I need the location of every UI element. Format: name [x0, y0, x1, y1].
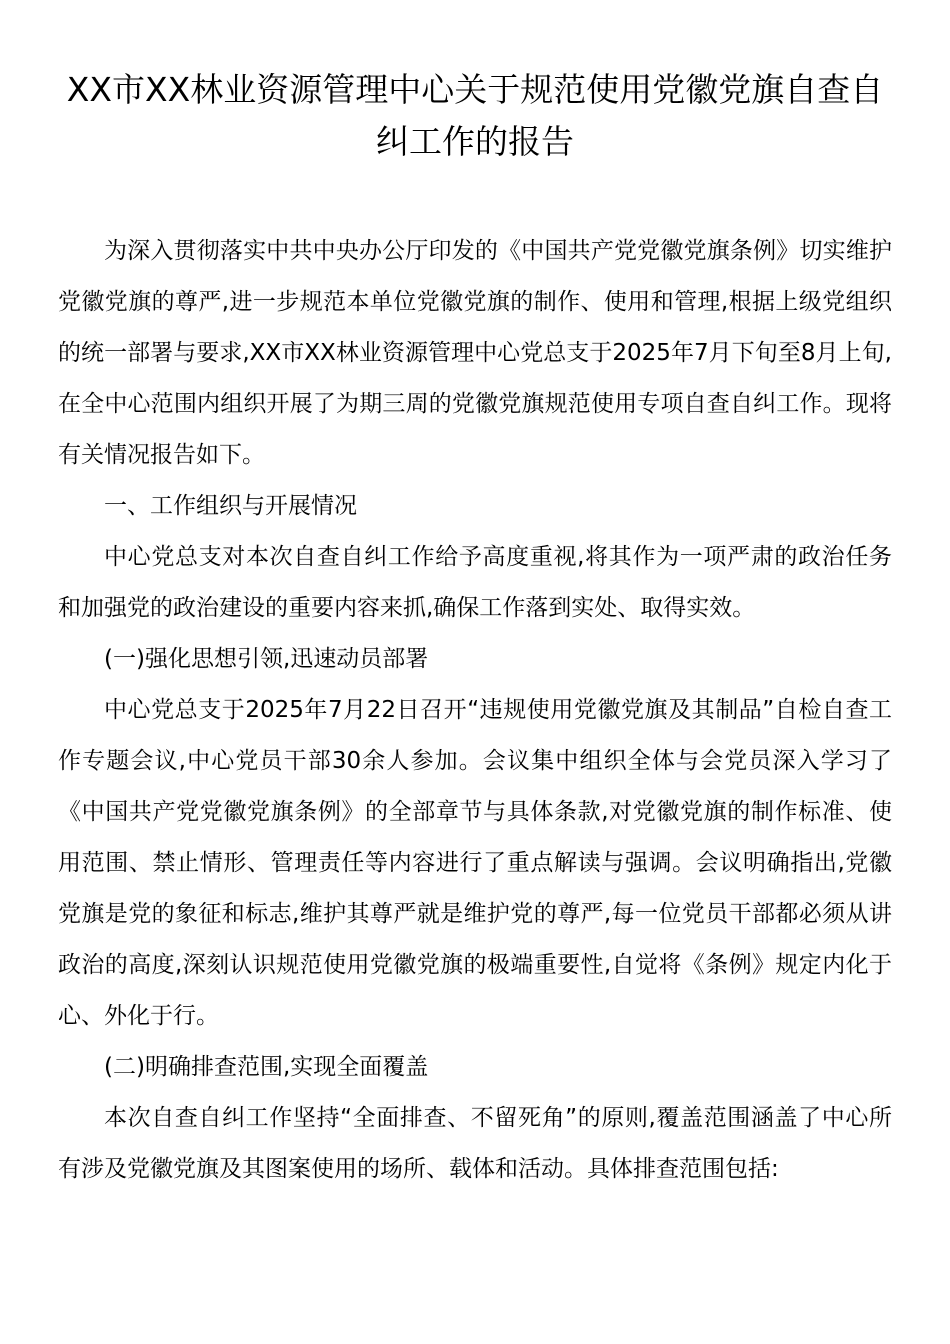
- subsection-1-paragraph: 中心党总支于2025年7月22日召开“违规使用党徽党旗及其制品”自检自查工作专题会议,中心党员干部30余人参加。会议集中组织全体与会党员深入学习了《中国共产党党徽党旗条例》的全部章节与具体条款,对党徽党旗的制作标准、使用范围、禁止情形、管理责任等内容进行了重点解读与强调。会议明确指出,党徽党旗是党的象征和标志,维护其尊严就是维护党的尊严,每一位党员干部都必须从讲政治的高度,深刻认识规范使用党徽党旗的极端重要性,自觉将《条例》规定内化于心、外化于行。: [58, 697, 892, 1029]
- subsection-heading-1: (一)强化思想引领,迅速动员部署: [104, 646, 429, 672]
- subsection-2-paragraph: 本次自查自纠工作坚持“全面排查、不留死角”的原则,覆盖范围涵盖了中心所有涉及党徽党旗及其图案使用的场所、载体和活动。具体排查范围包括:: [58, 1105, 892, 1182]
- document-title: XX市XX林业资源管理中心关于规范使用党徽党旗自查自纠工作的报告: [66, 70, 884, 161]
- intro-paragraph: 为深入贯彻落实中共中央办公厅印发的《中国共产党党徽党旗条例》切实维护党徽党旗的尊严,进一步规范本单位党徽党旗的制作、使用和管理,根据上级党组织的统一部署与要求,XX市XX林业资源管理中心党总支于2025年7月下旬至8月上旬,在全中心范围内组织开展了为期三周的党徽党旗规范使用专项自查自纠工作。现将有关情况报告如下。: [58, 238, 892, 468]
- document-page: [58, 64, 892, 1195]
- section-heading-1: 一、工作组织与开展情况: [104, 493, 357, 519]
- subsection-heading-2: (二)明确排查范围,实现全面覆盖: [104, 1054, 429, 1080]
- document-body: [58, 226, 892, 1195]
- section-1-paragraph: 中心党总支对本次自查自纠工作给予高度重视,将其作为一项严肃的政治任务和加强党的政治建设的重要内容来抓,确保工作落到实处、取得实效。: [58, 544, 892, 621]
